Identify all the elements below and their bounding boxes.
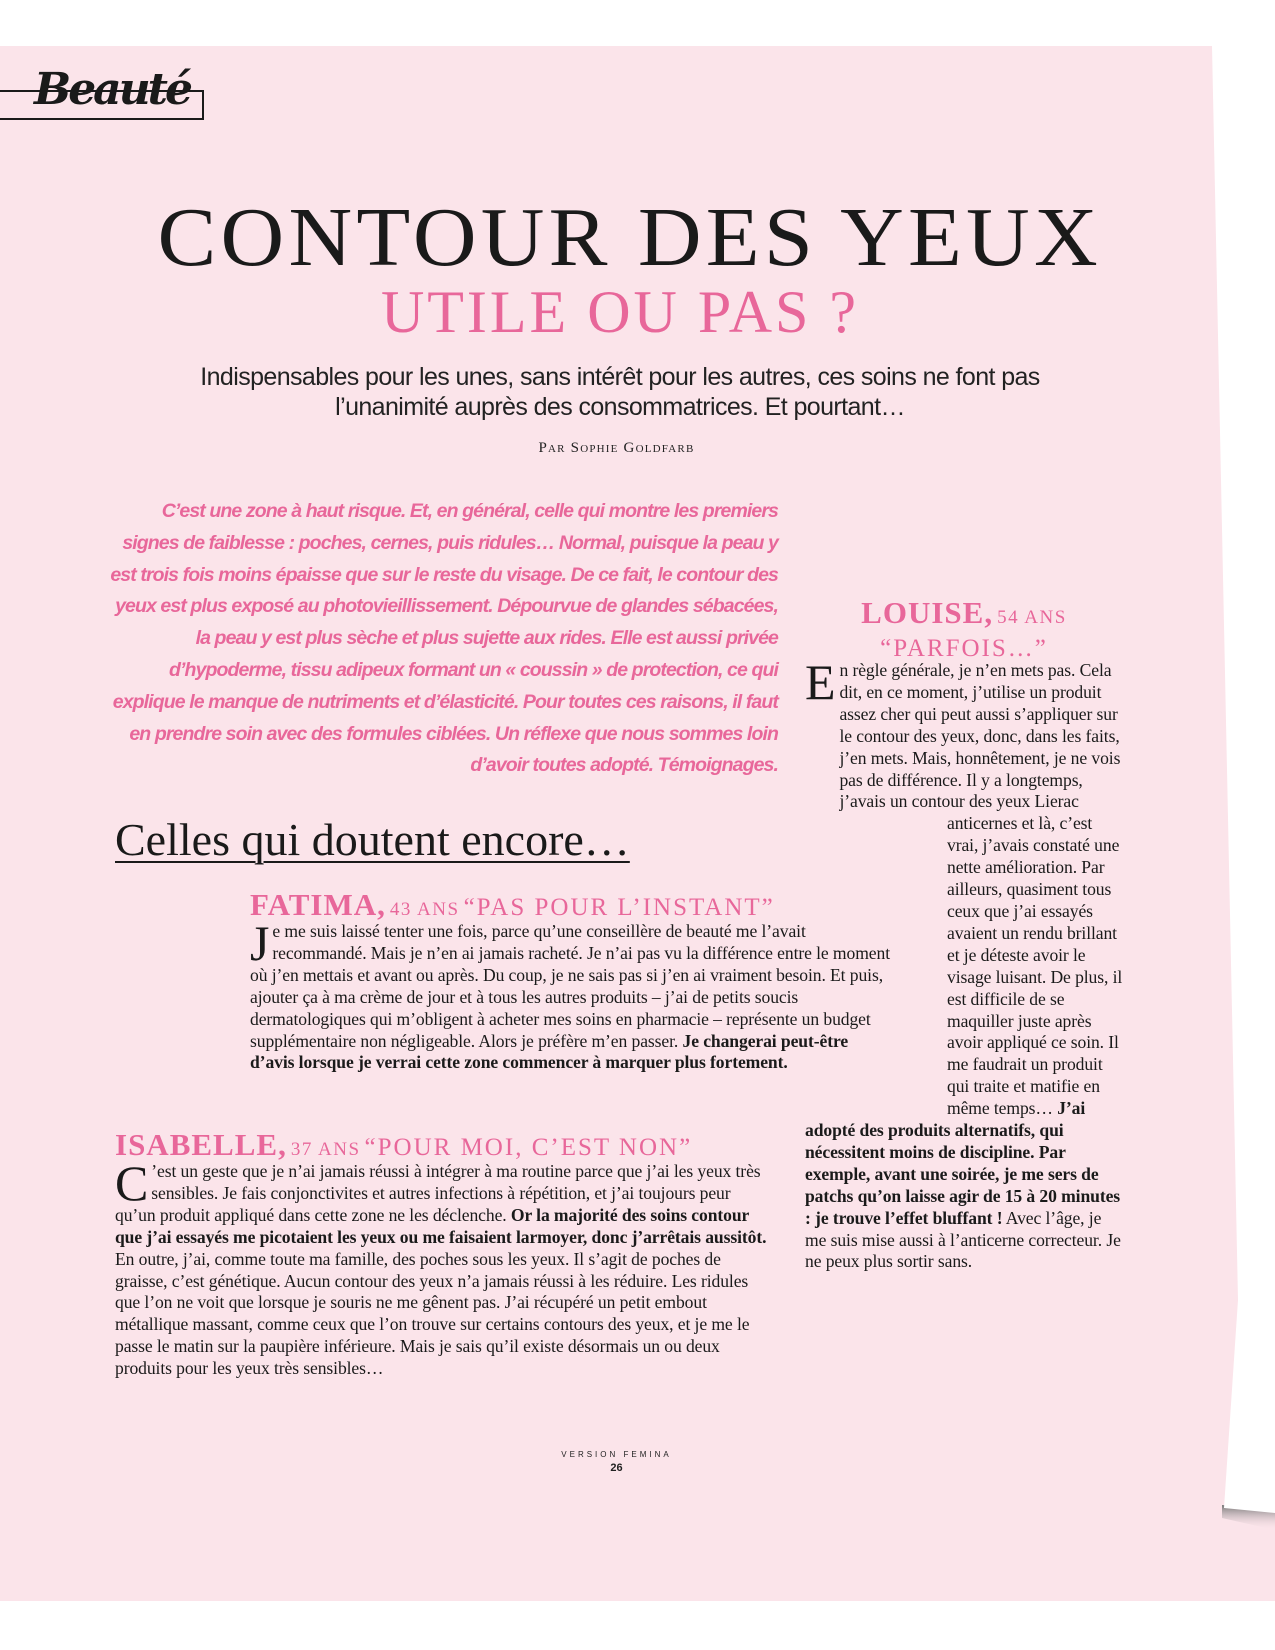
isabelle-testimonial: C ’est un geste que je n’ai jamais réussi à intégrer à ma routine parce que j’ai les yeux très sensibles. Je fais conjonctivites et autres infections à répétition, et j’ai toujours peur qu’un produit appliqué dans cette zone ne les déclenche. Or la majorité des soins contour que j’ai essayés me picotaient les yeux ou me faisaient larmoyer, donc j’arrêtais aussitôt. En outre, j’ai, comme toute ma famille, des poches sous les yeux. Il s’agit de poches de graisse, c’est génétique. Aucun contour des yeux n’a jamais réussi à les réduire. Les ridules que l’on ne voit que lorsque je souris ne me gênent pas. J’ai récupéré un petit embout métallique massant, comme ceux que l’on trouve sur certains contours des yeux, et je me le passe le matin sur la paupière inférieure. Mais je sais qu’il existe désormais un ou deux produits pour les yeux très sensibles… <box>115 1155 767 1379</box>
fatima-heading: FATIMA, 43 ANS “PAS POUR L’INSTANT” <box>250 887 775 922</box>
drop-cap: C <box>115 1155 149 1211</box>
fatima-testimonial: Je me suis laissé tenter une fois, parce qu’une conseillère de beauté me l’avait recommandé. Mais je n’en ai jamais racheté. Je n’ai pas vu la différence entre le moment où j’en mettais et avant ou après. Du coup, je ne sais pas si j’en ai vraiment besoin. Et puis, ajouter ça à ma crème de jour et à tous les autres produits – j’ai de petits soucis dermatologiques qui m’obligent à acheter mes soins en pharmacie – représente un budget supplémentaire non négligeable. Alors je préfère m’en passer. Je changerai peut-être d’avis lorsque je verrai cette zone commencer à marquer plus fortement. <box>250 915 890 1073</box>
isabelle-heading: ISABELLE, 37 ANS “POUR MOI, C’EST NON” <box>115 1127 693 1162</box>
intro-paragraph: C’est une zone à haut risque. Et, en général, celle qui montre les premiers signes de faiblesse : poches, cernes, puis ridules… Normal, puisque la peau y est trois fois moins épaisse que sur le reste du visage. De ce fait, le contour des yeux est plus exposé au photovieillissement. Dépourvue de glandes sébacées, la peau y est plus sèche et plus sujette aux rides. Elle est aussi privée d’hypoderme, tissu adipeux formant un « coussin » de protection, ce qui explique le manque de nutriments et d’élasticité. Pour toutes ces raisons, il faut en prendre soin avec des formules ciblées. Un réflexe que nous sommes loin d’avoir toutes adopté. Témoignages. <box>110 500 778 777</box>
page-subtitle: UTILE OU PAS ? <box>380 279 860 345</box>
byline: Par Sophie Goldfarb <box>538 440 695 456</box>
footer-magazine-name: VERSION FEMINA <box>561 1450 672 1459</box>
drop-cap: J <box>250 915 270 971</box>
louise-heading: LOUISE, 54 ANS “PARFOIS…” <box>861 595 1067 662</box>
page-title: CONTOUR DES YEUX <box>157 191 1103 284</box>
louise-testimonial: E n règle générale, je n’en mets pas. Cela dit, en ce moment, j’utilise un produit assez cher qui peut aussi s’appliquer sur le contour des yeux, donc, dans les faits, j’en mets. Mais, honnêtement, je ne vois pas de différence. Il y a longtemps, j’avais un contour des yeux Lierac anticernes et là, c’est vrai, j’avais constaté une nette amélioration. Par ailleurs, quasiment tous ceux que j’ai essayés avaient un rendu brillant et je déteste avoir le visage luisant. De plus, il est difficile de se maquiller juste après avoir appliqué ce soin. Il me faudrait un produit qui traite et matifie en même temps… J’ai adopté des produits alternatifs, qui nécessitent moins de discipline. Par exemple, avant une soirée, je me sers de patchs qu’on laisse agir de 15 à 20 minutes : je trouve l’effet bluffant ! Avec l’âge, je me suis mise aussi à l’anticerne correcteur. Je ne peux plus sortir sans. <box>805 654 1123 1272</box>
footer-page-number: 26 <box>610 1462 623 1474</box>
rubric-logo: Beauté <box>34 64 191 115</box>
section-heading: Celles qui doutent encore… <box>115 814 630 865</box>
drop-cap: E <box>805 654 836 710</box>
standfirst: Indispensables pour les unes, sans intérêt pour les autres, ces soins ne font pas l’unanimité auprès des consommatrices. Et pourtant… <box>200 363 1040 421</box>
